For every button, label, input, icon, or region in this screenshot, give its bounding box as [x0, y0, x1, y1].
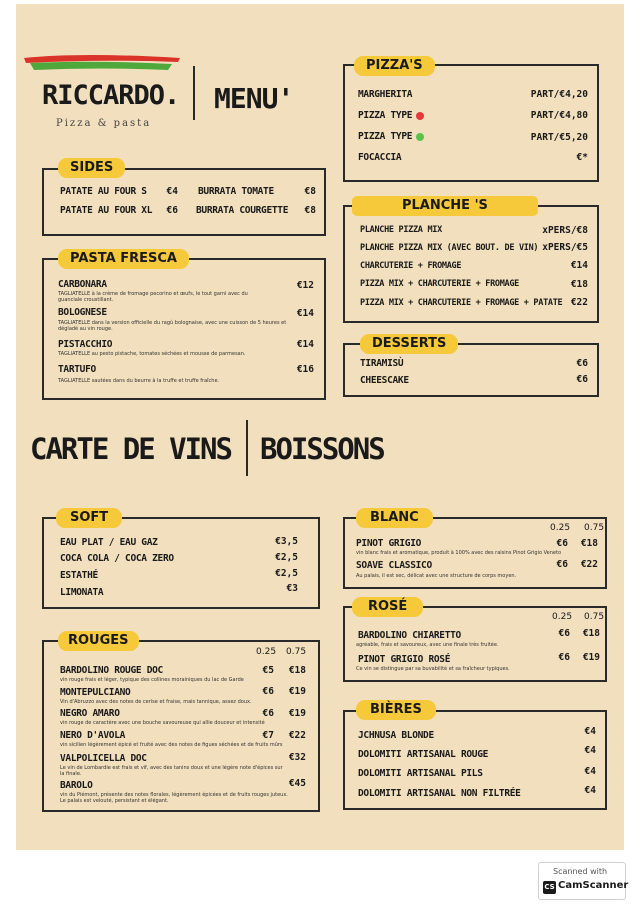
rouges-item-desc: vin sicilien légèrement épicé et fruité avec des notes de figues séchées et de fruits mûrs: [60, 742, 283, 748]
rouges-col-075: 0.75: [286, 647, 307, 657]
sides-title: SIDES: [58, 158, 125, 178]
pizza-item-label: PIZZA TYPE: [358, 131, 413, 142]
soft-item-price: €2,5: [275, 552, 298, 563]
sides-item-price: €8: [304, 186, 316, 197]
header-divider: [193, 66, 195, 120]
blanc-item-desc: Au palais, il est sec, délicat avec une structure de corps moyen.: [356, 573, 517, 579]
rose-price-025: €6: [558, 628, 570, 639]
rose-item-desc: Ce vin se distingue par sa buvabilité et sa fraîcheur typiques.: [356, 666, 510, 672]
menu-title: MENU': [214, 82, 294, 115]
pasta-item-price: €14: [296, 339, 314, 350]
soft-item-name: EAU PLAT / EAU GAZ: [60, 537, 158, 548]
pasta-item-price: €12: [296, 280, 314, 291]
blanc-item-desc: vin blanc frais et aromatique, produit à 100% avec des raisins Pinot Grigio Veneto: [356, 550, 562, 556]
pasta-item-name: CARBONARA: [58, 279, 107, 290]
brand-name: RICCARDO.: [42, 80, 180, 111]
section-divider: [246, 420, 248, 476]
blanc-price-025: €6: [556, 538, 568, 549]
planche-item-price: xPERS/€8: [542, 225, 588, 236]
rouges-price-075: €19: [288, 708, 306, 719]
bieres-title: BIÈRES: [356, 700, 436, 720]
pasta-item-desc: TAGLIATELLE à la crème de fromage pecorino et œufs, le tout garni avec du guanciale croustillant.: [58, 291, 248, 303]
rose-price-075: €19: [582, 652, 600, 663]
planche-title: PLANCHE 'S: [352, 196, 538, 216]
rouges-price-025: €6: [262, 708, 274, 719]
bieres-item-price: €4: [584, 766, 596, 777]
rouges-item-desc: Le vin de Lombardie est frais et vif, avec des tanins doux et une légère note d'épices sur la finale.: [60, 765, 283, 777]
pizza-item-price: €*: [576, 152, 588, 163]
dessert-item-price: €6: [576, 358, 588, 369]
soft-title: SOFT: [56, 508, 122, 528]
watermark-line1: Scanned with: [553, 867, 608, 876]
wine-card-title: CARTE DE VINS: [30, 432, 231, 466]
planche-item-price: €22: [570, 297, 588, 308]
watermark-line2: CamScanner: [558, 880, 629, 891]
pizza-item-price: PART/€4,80: [530, 110, 588, 121]
pizza-item-name: FOCACCIA: [358, 152, 402, 163]
rouges-item-desc: vin rouge de caractère avec une bouche savoureuse qui allie douceur et intensité: [60, 720, 265, 726]
rouges-item-name: NEGRO AMARO: [60, 708, 120, 719]
rouges-price-025: €5: [262, 665, 274, 676]
pizza-item-name: [358, 110, 424, 121]
rose-item-desc: agréable, frais et savoureux, avec une finale très fruitée.: [356, 642, 499, 648]
bieres-item-name: JCHNUSA BLONDE: [358, 730, 434, 741]
rose-title: ROSÉ: [352, 597, 423, 617]
planche-item-name: PIZZA MIX + CHARCUTERIE + FROMAGE: [360, 279, 519, 289]
soft-item-name: LIMONATA: [60, 587, 104, 598]
bieres-item-price: €4: [584, 745, 596, 756]
rouges-col-025: 0.25: [256, 647, 277, 657]
pizza-item-name: [358, 131, 424, 142]
rose-price-075: €18: [582, 628, 600, 639]
bieres-item-name: DOLOMITI ARTISANAL PILS: [358, 768, 483, 779]
planche-item-name: PIZZA MIX + CHARCUTERIE + FROMAGE + PATATE: [360, 298, 563, 308]
rouges-item-name: BAROLO: [60, 780, 93, 791]
sides-item-name: BURRATA COURGETTE: [196, 205, 289, 216]
rouges-item-name: MONTEPULCIANO: [60, 687, 131, 698]
rouges-price-075: €45: [288, 778, 306, 789]
blanc-price-075: €22: [580, 559, 598, 570]
sides-item-name: PATATE AU FOUR XL: [60, 205, 153, 216]
blanc-price-025: €6: [556, 559, 568, 570]
soft-item-price: €3: [286, 583, 298, 594]
rose-item-name: BARDOLINO CHIARETTO: [358, 630, 461, 641]
bieres-item-name: DOLOMITI ARTISANAL ROUGE: [358, 749, 489, 760]
pasta-item-price: €16: [296, 364, 314, 375]
bieres-item-name: DOLOMITI ARTISANAL NON FILTRÉE: [358, 788, 521, 799]
blanc-item-name: PINOT GRIGIO: [356, 538, 422, 549]
pasta-item-desc: TAGLIATELLE dans la version officielle du ragù bolognaise, avec une cuisson de 5 heures et dégladé au vin rouge.: [58, 320, 287, 332]
rose-col-025: 0.25: [552, 612, 573, 622]
planche-item-name: CHARCUTERIE + FROMAGE: [360, 261, 462, 271]
planche-item-price: xPERS/€5: [542, 242, 588, 253]
soft-item-price: €2,5: [275, 568, 298, 579]
pasta-item-desc: TAGLIATELLE au pesto pistache, tomates séchées et mousse de parmesan.: [58, 351, 246, 357]
sides-item-name: BURRATA TOMATE: [198, 186, 274, 197]
soft-item-name: ESTATHÉ: [60, 570, 98, 581]
rouges-price-075: €32: [288, 752, 306, 763]
sides-box: [42, 168, 326, 236]
rose-price-025: €6: [558, 652, 570, 663]
pasta-item-desc: TAGLIATELLE sautées dans du beurre à la truffe et truffe fraîche.: [58, 378, 220, 384]
pasta-item-price: €14: [296, 308, 314, 319]
rouges-item-desc: vin rouge frais et léger, typique des collines morainiques du lac de Garde: [60, 677, 244, 683]
pasta-item-name: TARTUFO: [58, 364, 96, 375]
flag-brush-stroke: [22, 50, 182, 72]
rouges-item-name: NERO D'AVOLA: [60, 730, 126, 741]
pizza-item-price: PART/€5,20: [530, 132, 588, 143]
rouges-price-025: €6: [262, 686, 274, 697]
camscanner-logo-icon: CS: [543, 881, 556, 894]
pasta-item-name: BOLOGNESE: [58, 307, 107, 318]
bieres-item-price: €4: [584, 785, 596, 796]
sides-item-price: €6: [166, 205, 178, 216]
sides-item-price: €8: [304, 205, 316, 216]
blanc-col-075: 0.75: [584, 523, 605, 533]
soft-item-name: COCA COLA / COCA ZERO: [60, 553, 174, 564]
blanc-title: BLANC: [356, 508, 433, 528]
rose-col-075: 0.75: [584, 612, 605, 622]
rouges-item-desc: vin du Piémont, présente des notes florales, légèrement épicées et de fruits rouges juteux. Le palais est velouté, persistant et élégant.: [60, 792, 288, 804]
blanc-price-075: €18: [580, 538, 598, 549]
rouges-price-025: €7: [262, 730, 274, 741]
dessert-item-name: TIRAMISÙ: [360, 358, 404, 369]
sides-item-name: PATATE AU FOUR S: [60, 186, 147, 197]
pizzas-box: [343, 64, 599, 182]
soft-item-price: €3,5: [275, 536, 298, 547]
bieres-item-price: €4: [584, 726, 596, 737]
rouges-item-desc: Vin d'Abruzzo avec des notes de cerise et fraise, mais tannique, assez doux.: [60, 699, 252, 705]
camscanner-watermark: [538, 862, 629, 900]
rouges-item-name: VALPOLICELLA DOC: [60, 753, 147, 764]
red-dot-icon: [416, 112, 424, 120]
rouges-price-075: €22: [288, 730, 306, 741]
planche-item-price: €14: [570, 260, 588, 271]
rouges-title: ROUGES: [58, 631, 139, 651]
green-dot-icon: [416, 133, 424, 141]
pizza-item-label: PIZZA TYPE: [358, 110, 413, 121]
rouges-price-075: €19: [288, 686, 306, 697]
blanc-col-025: 0.25: [550, 523, 571, 533]
pizzas-title: PIZZA'S: [354, 56, 435, 76]
dessert-item-name: CHEESCAKE: [360, 375, 409, 386]
blanc-item-name: SOAVE CLASSICO: [356, 560, 432, 571]
pizza-item-price: PART/€4,20: [530, 89, 588, 100]
rouges-price-075: €18: [288, 665, 306, 676]
pasta-item-name: PISTACCHIO: [58, 339, 113, 350]
desserts-title: DESSERTS: [360, 334, 458, 354]
planche-item-price: €18: [570, 279, 588, 290]
drinks-title: BOISSONS: [260, 432, 384, 466]
brand-subtitle: Pizza & pasta: [56, 118, 152, 129]
rose-item-name: PINOT GRIGIO ROSÉ: [358, 654, 451, 665]
planche-item-name: PLANCHE PIZZA MIX (AVEC BOUT. DE VIN): [360, 243, 539, 253]
rouges-item-name: BARDOLINO ROUGE DOC: [60, 665, 163, 676]
pizza-item-name: MARGHERITA: [358, 89, 413, 100]
sides-item-price: €4: [166, 186, 178, 197]
pasta-title: PASTA FRESCA: [58, 249, 189, 269]
dessert-item-price: €6: [576, 374, 588, 385]
planche-item-name: PLANCHE PIZZA MIX: [360, 225, 442, 235]
